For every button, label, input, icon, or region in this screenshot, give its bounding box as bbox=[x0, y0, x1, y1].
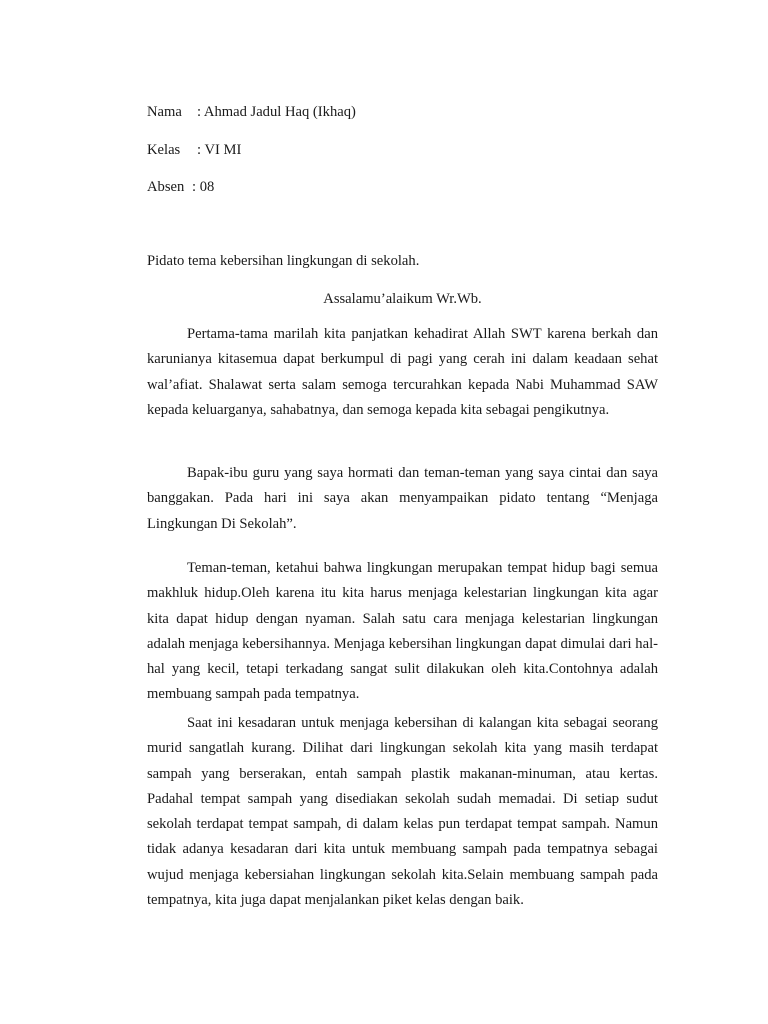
class-value: VI MI bbox=[204, 142, 242, 158]
opening-greeting: Assalamu’alaikum Wr.Wb. bbox=[323, 291, 482, 307]
attendance-label: Absen bbox=[147, 179, 185, 195]
name-label: Nama bbox=[147, 104, 182, 120]
name-separator: : bbox=[197, 104, 202, 120]
attendance-value: 08 bbox=[199, 179, 215, 195]
name-value: Ahmad Jadul Haq (Ikhaq) bbox=[203, 104, 356, 120]
speech-title: Pidato tema kebersihan lingkungan di sekolah. bbox=[147, 253, 420, 269]
class-separator: : bbox=[197, 142, 202, 158]
paragraph-opening: Pertama-tama marilah kita panjatkan kehadirat Allah SWT karena berkah dan karunianya kitasemua dapat berkumpul di pagi yang cerah ini dalam keadaan sehat wal’afiat. Shalawat serta salam semoga tercurahkan kepada Nabi Muhammad SAW kepada keluarganya, sahabatnya, dan semoga kepada kita sebagai pengikutnya. bbox=[147, 326, 658, 418]
name-field bbox=[147, 102, 356, 122]
paragraph-address: Bapak-ibu guru yang saya hormati dan teman-teman yang saya cintai dan saya banggakan. Pada hari ini saya akan menyampaikan pidato tentang “Menjaga Lingkungan Di Sekolah”. bbox=[147, 465, 658, 532]
paragraph-awareness: Saat ini kesadaran untuk menjaga kebersihan di kalangan kita sebagai seorang murid sangatlah kurang. Dilihat dari lingkungan sekolah kita yang masih terdapat sampah yang berserakan, entah sampah plastik makanan-minuman, atau kertas. Padahal tempat sampah yang disediakan sekolah sudah memadai. Di setiap sudut sekolah terdapat tempat sampah, di dalam kelas pun terdapat tempat sampah. Namun tidak adanya kesadaran dari kita untuk membuang sampah pada tempatnya sebagai wujud menjaga kebersiahan lingkungan sekolah kita.Selain membuang sampah pada tempatnya, kita juga dapat menjalankan piket kelas dengan baik. bbox=[147, 715, 658, 909]
attendance-separator: : bbox=[192, 179, 197, 195]
paragraph-environment: Teman-teman, ketahui bahwa lingkungan merupakan tempat hidup bagi semua makhluk hidup.Oleh karena itu kita harus menjaga kelestarian lingkungan kita agar kita dapat hidup dengan nyaman. Salah satu cara menjaga kelestarian lingkungan adalah menjaga kebersihannya. Menjaga kebersihan lingkungan dapat dimulai dari hal-hal yang kecil, tetapi terkadang sangat sulit dilakukan oleh kita.Contohnya adalah membuang sampah pada tempatnya. bbox=[147, 560, 658, 703]
attendance-field bbox=[147, 177, 214, 197]
class-field bbox=[147, 140, 241, 160]
class-label: Kelas bbox=[147, 142, 181, 158]
